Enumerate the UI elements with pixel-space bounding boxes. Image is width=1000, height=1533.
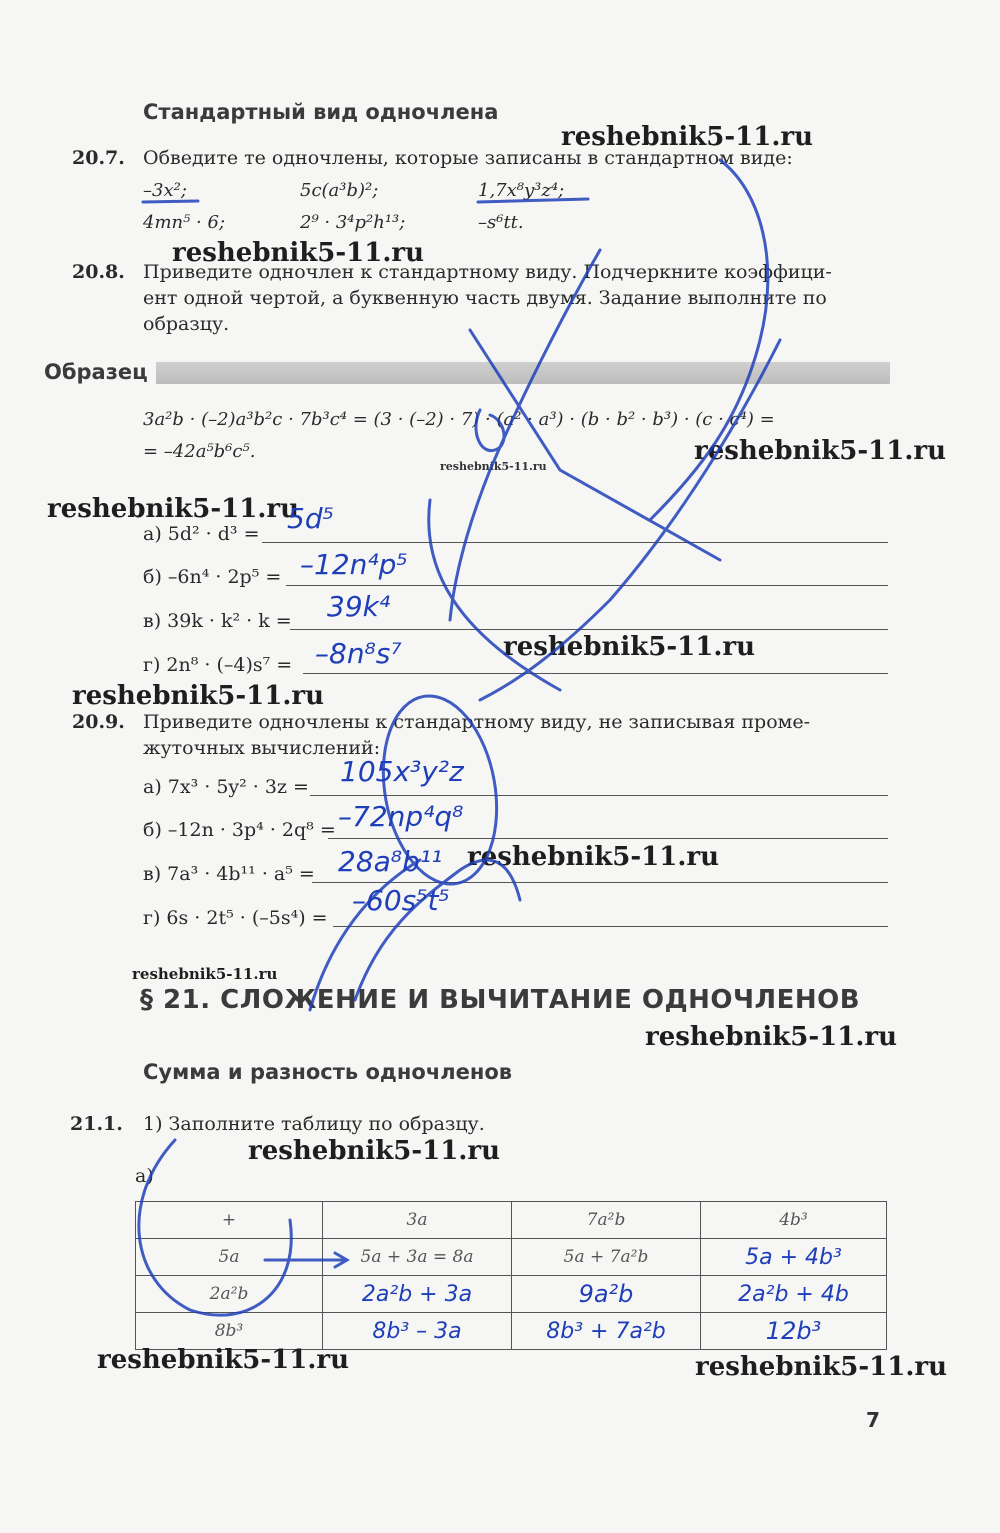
handwritten-cell: 8b³ + 7a²b	[512, 1313, 701, 1350]
table-cell: 5a + 7a²b	[512, 1239, 701, 1276]
section-heading: Стандартный вид одночлена	[143, 100, 499, 124]
row-head-cell: 8b³	[136, 1313, 323, 1350]
watermark: reshebnik5-11.ru	[467, 842, 720, 872]
section-subheading: Сумма и разность одночленов	[143, 1060, 513, 1084]
watermark: reshebnik5-11.ru	[97, 1345, 350, 1375]
part-label: а)	[135, 1165, 154, 1187]
exercise-prompt-line: жуточных вычислений:	[143, 737, 381, 759]
scribble-stroke	[450, 250, 600, 620]
watermark: reshebnik5-11.ru	[695, 1352, 948, 1382]
underline-stroke	[478, 199, 588, 202]
scribble-circle	[369, 687, 510, 893]
handwritten-cell: 2a²b + 4b	[701, 1276, 887, 1313]
handwritten-cell: 5a + 4b³	[701, 1239, 887, 1276]
task-label: а) 7x³ · 5y² · 3z =	[143, 776, 309, 798]
handwritten-answer: –60s⁵t⁵	[352, 884, 450, 917]
table-header-cell: 7a²b	[512, 1202, 701, 1239]
watermark-small: reshebnik5-11.ru	[132, 965, 278, 983]
table-header-cell: 3a	[323, 1202, 512, 1239]
row-head-cell: 5a	[136, 1239, 323, 1276]
exercise-number: 20.8.	[72, 261, 125, 283]
handwritten-answer: –72np⁴q⁸	[338, 800, 464, 833]
sample-equation: 3a²b · (–2)a³b²c · 7b³c⁴ = (3 · (–2) · 7) · (a² · a³) · (b · b² · b³) · (c · c⁴) =	[143, 409, 775, 430]
row-head-cell: 2a²b	[136, 1276, 323, 1313]
handwritten-answer: 39k⁴	[327, 590, 391, 623]
exercise-prompt: 1) Заполните таблицу по образцу.	[143, 1113, 485, 1135]
exercise-prompt-line: Приведите одночлен к стандартному виду. Подчеркните коэффици-	[143, 261, 832, 283]
scribble-stroke	[470, 330, 720, 560]
watermark: reshebnik5-11.ru	[503, 632, 756, 662]
task-label: в) 39k · k² · k =	[143, 610, 292, 632]
watermark: reshebnik5-11.ru	[72, 681, 325, 711]
task-label: б) –6n⁴ · 2p⁵ =	[143, 566, 282, 588]
monomial-item: 5c(a³b)²;	[300, 180, 379, 201]
handwritten-cell: 12b³	[701, 1313, 887, 1350]
handwritten-answer: –12n⁴p⁵	[300, 548, 408, 581]
handwritten-cell: 9a²b	[512, 1276, 701, 1313]
exercise-number: 20.7.	[72, 147, 125, 169]
monomial-item: –s⁶tt.	[478, 212, 524, 233]
scribble-stroke	[310, 860, 420, 1010]
exercise-prompt-line: ент одной чертой, а буквенную часть двумя. Задание выполните по	[143, 287, 827, 309]
task-label: а) 5d² · d³ =	[143, 523, 260, 545]
watermark: reshebnik5-11.ru	[47, 494, 300, 524]
exercise-number: 20.9.	[72, 711, 125, 733]
task-label: г) 2n⁸ · (–4)s⁷ =	[143, 654, 293, 676]
scribble-stroke	[139, 1140, 291, 1315]
table-header-cell: +	[136, 1202, 323, 1239]
handwritten-cell: 8b³ – 3a	[323, 1313, 512, 1350]
handwritten-answer: 105x³y²z	[340, 755, 464, 788]
table-cell: 5a + 3a = 8a	[323, 1239, 512, 1276]
task-label: в) 7a³ · 4b¹¹ · a⁵ =	[143, 863, 315, 885]
task-label: г) 6s · 2t⁵ · (–5s⁴) =	[143, 907, 328, 929]
handwritten-answer: 5d⁵	[287, 502, 334, 535]
monomial-item: 1,7x⁸y³z⁴;	[478, 180, 565, 201]
watermark: reshebnik5-11.ru	[561, 122, 814, 152]
underline-stroke	[143, 201, 198, 202]
handwritten-answer: –8n⁸s⁷	[315, 637, 402, 670]
exercise-prompt: Обведите те одночлены, которые записаны в стандартном виде:	[143, 147, 793, 169]
monomial-item: –3x²;	[143, 180, 187, 201]
exercise-prompt-line: Приведите одночлены к стандартному виду, не записывая проме-	[143, 711, 811, 733]
handwritten-cell: 2a²b + 3a	[323, 1276, 512, 1313]
page-number: 7	[866, 1408, 880, 1432]
exercise-number: 21.1.	[70, 1113, 123, 1135]
watermark-small: reshebnik5-11.ru	[440, 460, 547, 473]
watermark: reshebnik5-11.ru	[172, 238, 425, 268]
table-header-cell: 4b³	[701, 1202, 887, 1239]
watermark: reshebnik5-11.ru	[694, 436, 947, 466]
monomial-item: 2⁹ · 3⁴p²h¹³;	[300, 212, 406, 233]
sample-equation: = –42a⁵b⁶c⁵.	[143, 441, 256, 462]
sample-label: Образец	[44, 360, 156, 384]
exercise-prompt-line: образцу.	[143, 313, 230, 335]
watermark: reshebnik5-11.ru	[248, 1136, 501, 1166]
section-title: § 21. СЛОЖЕНИЕ И ВЫЧИТАНИЕ ОДНОЧЛЕНОВ	[140, 985, 861, 1015]
watermark: reshebnik5-11.ru	[645, 1022, 898, 1052]
task-label: б) –12n · 3p⁴ · 2q⁸ =	[143, 819, 336, 841]
monomial-item: 4mn⁵ · 6;	[143, 212, 226, 233]
handwritten-answer: 28a⁸b¹¹	[338, 845, 443, 878]
